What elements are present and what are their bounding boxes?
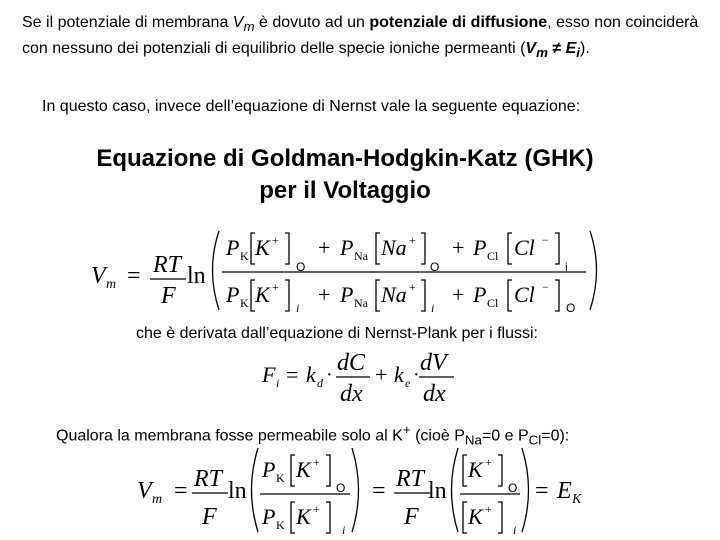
num-cl-ion: Cl: [514, 235, 535, 260]
ghk-title-line-2: per il Voltaggio: [259, 177, 431, 204]
final-pk-sub-num: K: [276, 471, 285, 485]
final-equals-3: =: [535, 478, 549, 504]
ghk-equals: =: [127, 263, 141, 289]
den-na-ion: Na: [381, 282, 407, 307]
final2-k-ion-num: K: [468, 457, 483, 482]
final2-k-left-bracket-num: [463, 455, 467, 486]
cond-e-subscript: i: [576, 45, 580, 61]
num-plus-1: +: [318, 235, 331, 260]
final-pk-sub-den: K: [276, 518, 285, 532]
final2-k-charge-den: +: [485, 502, 492, 516]
den-cl-charge: −: [542, 280, 549, 294]
final-equals-2: =: [372, 478, 386, 504]
intro-text-4: ).: [580, 40, 590, 58]
ghk-title-line-1: Equazione di Goldman-Hodgkin-Katz (GHK): [96, 145, 594, 172]
num-pna-p: P: [340, 235, 354, 260]
final-ek-sub: K: [572, 492, 582, 507]
final-k-ion-num: K: [296, 457, 311, 482]
num-pna-sub: Na: [354, 249, 368, 263]
final-ek: E: [557, 478, 572, 504]
num-na-ion: Na: [381, 235, 407, 260]
k-only-text-2: (cioè P: [410, 427, 465, 445]
k-only-pcl-sub: Cl: [528, 432, 542, 448]
k-only-text-4: =0):: [541, 427, 570, 445]
final-vm-sub: m: [152, 492, 163, 507]
lead-sentence: In questo caso, invece dell’equazione di Nernst vale la seguente equazione:: [42, 98, 581, 115]
flux-kd-sub: d: [317, 376, 323, 390]
cond-vm-symbol: V: [525, 40, 537, 58]
flux-dx-1: dx: [340, 381, 363, 407]
diffusion-potential-emphasis: potenziale di diffusione: [369, 14, 548, 31]
final2-k-charge-num: +: [485, 455, 492, 469]
k-only-k-charge: +: [402, 422, 411, 437]
k-only-pna-sub: Na: [464, 432, 482, 448]
den-na-charge: +: [409, 280, 416, 294]
final-left-paren-1: [252, 448, 259, 532]
final-vm: V: [137, 478, 152, 504]
flux-f: F: [262, 362, 276, 387]
final-rt-2: RT: [396, 466, 425, 492]
den-pcl-sub: Cl: [487, 296, 499, 310]
den-k-charge: +: [272, 280, 279, 294]
ghk-vm: V: [91, 263, 106, 289]
final-k-right-bracket-num: [326, 455, 330, 486]
den-na-in: i: [431, 301, 435, 315]
cond-vm-subscript: m: [536, 45, 548, 61]
flux-dv: dV: [420, 350, 447, 376]
den-k-in: i: [296, 301, 300, 315]
num-cl-in: i: [565, 260, 568, 274]
final-right-paren-2: [522, 448, 529, 532]
num-k-charge: +: [272, 233, 279, 247]
final-equals-1: =: [174, 478, 188, 504]
final2-k-right-bracket-den: [498, 502, 502, 533]
final-right-paren-1: [352, 448, 359, 532]
num-pcl-sub: Cl: [487, 249, 499, 263]
final-k-left-bracket-num: [291, 455, 295, 486]
final-k-out-num: O: [336, 481, 346, 495]
num-na-charge: +: [409, 233, 416, 247]
ghk-f: F: [161, 283, 176, 309]
k-only-text-3: =0 e P: [481, 427, 529, 445]
flux-f-sub: i: [276, 376, 280, 390]
final-k-charge-num: +: [313, 455, 320, 469]
final2-k-ion-den: K: [468, 504, 483, 529]
k-only-text-1: Qualora la membrana fosse permeabile solo al K: [56, 427, 403, 445]
final2-k-right-bracket-num: [498, 455, 502, 486]
flux-ke: k: [394, 362, 404, 387]
den-pna-p: P: [340, 282, 354, 307]
num-k-out: O: [296, 260, 306, 274]
den-pk-sub: K: [240, 296, 249, 310]
den-plus-2: +: [452, 282, 465, 307]
den-cl-ion: Cl: [514, 282, 535, 307]
flux-dot-2: ·: [413, 364, 420, 386]
num-pcl-p: P: [473, 235, 487, 260]
final-k-charge-den: +: [313, 502, 320, 516]
den-pna-sub: Na: [354, 296, 368, 310]
final-pk-p-den: P: [262, 504, 276, 529]
den-pk-p: P: [226, 282, 240, 307]
final-ln-2: ln: [428, 478, 447, 504]
nernst-planck-caption: che è derivata dall’equazione di Nernst-Plank per i flussi:: [136, 325, 538, 342]
intro-text-3: , esso non coinciderà con nessuno dei potenziali di equilibrio delle specie ioniche permeanti (: [22, 14, 699, 58]
flux-dot-1: ·: [326, 364, 333, 386]
flux-plus: +: [375, 362, 388, 387]
final-f-1: F: [202, 504, 217, 530]
final-left-paren-2: [452, 448, 459, 532]
flux-dc: dC: [337, 350, 366, 376]
final-k-ion-den: K: [296, 504, 311, 529]
final-k-right-bracket-den: [326, 502, 330, 533]
final-k-left-bracket-den: [291, 502, 295, 533]
vm-subscript: m: [243, 19, 255, 35]
den-pcl-p: P: [473, 282, 487, 307]
ghk-ln: ln: [187, 263, 206, 289]
flux-equals: =: [286, 362, 299, 387]
final-rt-1: RT: [194, 466, 223, 492]
final-pk-p-num: P: [262, 457, 276, 482]
final-ln-1: ln: [228, 478, 247, 504]
final-k-in-den: i: [342, 523, 346, 537]
num-k-ion: K: [255, 235, 270, 260]
not-equal-sign: ≠: [547, 40, 566, 58]
vm-symbol: V: [232, 14, 244, 31]
final-f-2: F: [404, 504, 419, 530]
den-plus-1: +: [318, 282, 331, 307]
den-cl-out: O: [566, 301, 576, 315]
final2-k-out-num: O: [508, 481, 518, 495]
intro-text-2: è dovuto ad un: [254, 14, 370, 31]
den-k-ion: K: [255, 282, 270, 307]
intro-text-1: Se il potenziale di membrana: [22, 14, 233, 31]
num-pk-sub: K: [240, 249, 249, 263]
ghk-vm-sub: m: [106, 277, 117, 292]
ghk-rt: RT: [153, 252, 182, 278]
num-cl-charge: −: [542, 233, 549, 247]
final2-k-in-den: i: [513, 523, 517, 537]
num-pk-p: P: [226, 235, 240, 260]
flux-dx-2: dx: [423, 381, 446, 407]
num-plus-2: +: [452, 235, 465, 260]
flux-ke-sub: e: [405, 376, 411, 390]
num-na-out: O: [430, 260, 440, 274]
cond-e-symbol: E: [565, 40, 577, 58]
final2-k-left-bracket-den: [463, 502, 467, 533]
flux-kd: k: [306, 362, 316, 387]
